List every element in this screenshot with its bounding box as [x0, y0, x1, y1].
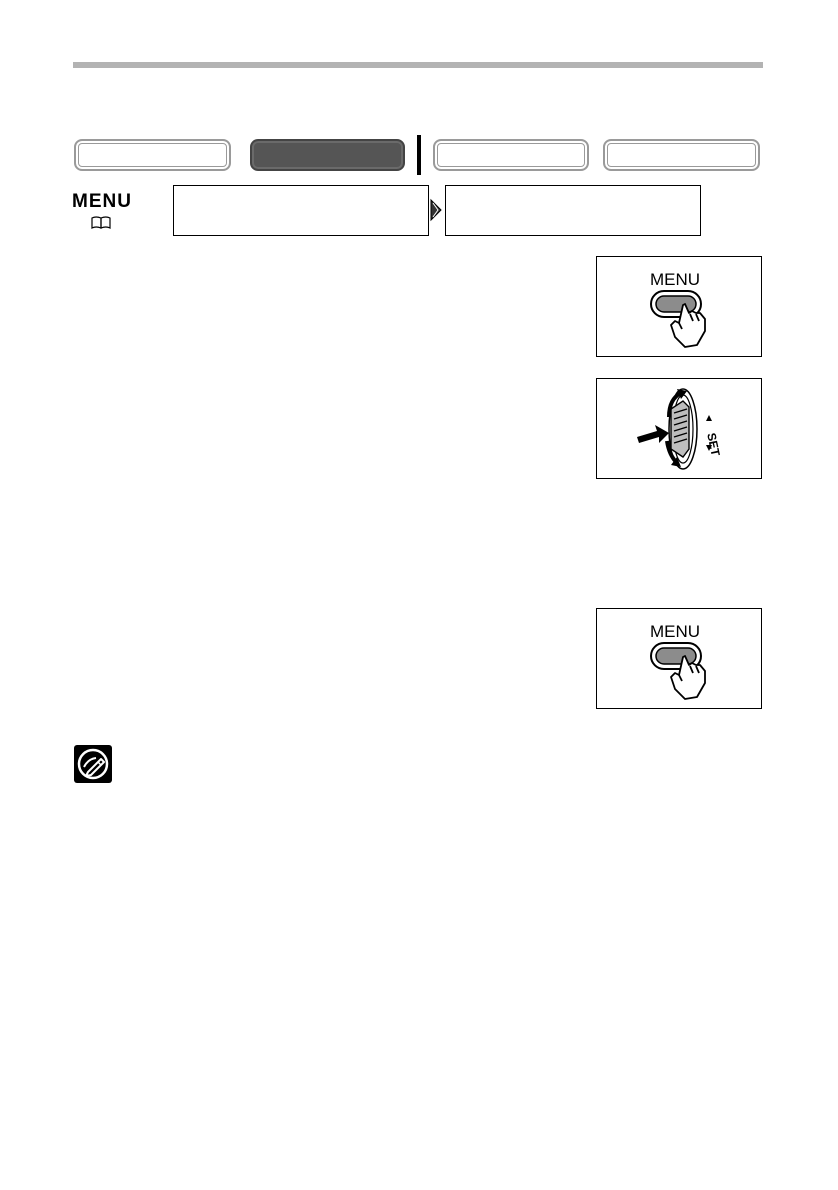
- illus-1-caption: MENU: [649, 270, 701, 289]
- tab-separator: [417, 135, 421, 175]
- menu-path-box-2: [445, 185, 701, 236]
- illustration-selector-dial: [596, 378, 762, 479]
- menu-label: MENU: [72, 191, 132, 212]
- header-rule: [73, 62, 763, 68]
- illus-3-caption: MENU: [649, 622, 701, 641]
- mode-tab-2-active: [250, 139, 405, 171]
- illustration-menu-press-2: [596, 608, 762, 709]
- menu-reference: [72, 192, 144, 236]
- menu-path-box-1: [173, 185, 429, 236]
- book-icon: [90, 216, 112, 230]
- mode-tab-3: [433, 139, 589, 171]
- illustration-menu-press-1: [596, 256, 762, 357]
- dial-wheel-icon: [671, 401, 689, 457]
- note-pencil-icon: [74, 745, 112, 783]
- mode-tab-4: [603, 139, 760, 171]
- path-arrow-icon: [429, 198, 443, 222]
- set-label: SET: [704, 431, 723, 458]
- mode-tab-1: [74, 139, 231, 171]
